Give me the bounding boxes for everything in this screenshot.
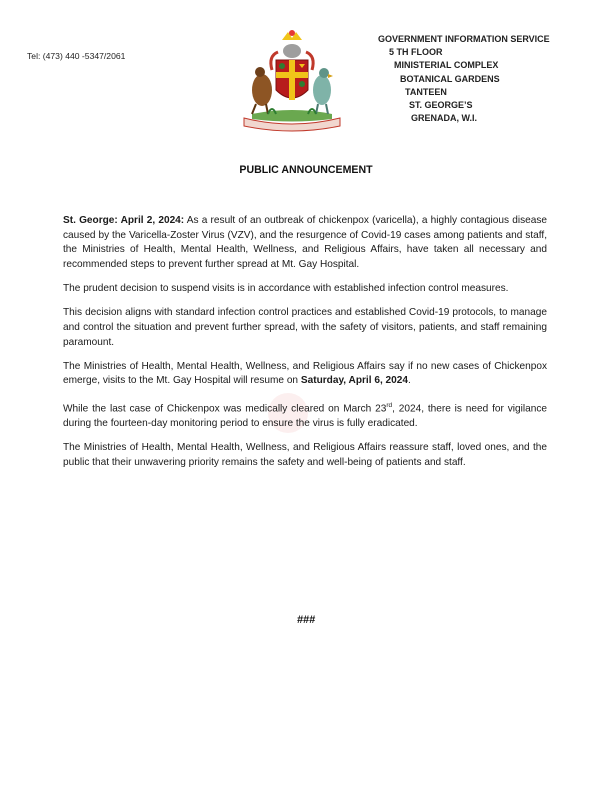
- address-line: MINISTERIAL COMPLEX: [394, 60, 499, 71]
- address-line: BOTANICAL GARDENS: [400, 73, 500, 84]
- announcement-body: [63, 214, 547, 480]
- address-line: GRENADA, W.I.: [411, 113, 478, 124]
- office-address-block: [360, 33, 580, 125]
- address-line: ST. GEORGE’S: [409, 100, 473, 111]
- paragraph-6: The Ministries of Health, Mental Health, Wellness, and Religious Affairs reassure staff, loved ones, and the public that their unwavering priority remains the safety and well-being of patients and staff.: [63, 441, 547, 468]
- dateline: St. George: April 2, 2024:: [63, 215, 185, 226]
- paragraph-3: This decision aligns with standard infection control practices and established Covid-19 protocols, to manage and control the situation and prevent further spread, with the safety of visitors, patients, and staff remaining paramount.: [63, 307, 547, 348]
- telephone-number: Tel: (473) 440 -5347/2061: [27, 51, 126, 61]
- paragraph-4: The Ministries of Health, Mental Health, Wellness, and Religious Affairs say if no new cases of Chickenpox emerge, visits to the Mt. Gay Hospital will resume on Saturday, April 6, 2024.: [63, 360, 547, 387]
- resume-date: Saturday, April 6, 2024: [300, 375, 409, 387]
- grenada-coat-of-arms-icon: [238, 26, 346, 134]
- address-line: 5 TH FLOOR: [389, 47, 443, 58]
- document-title: PUBLIC ANNOUNCEMENT: [239, 164, 373, 176]
- address-line: GOVERNMENT INFORMATION SERVICE: [378, 34, 550, 44]
- end-of-release-mark: ###: [296, 614, 316, 626]
- paragraph-2: The prudent decision to suspend visits is in accordance with established infection control measures.: [63, 283, 509, 295]
- paragraph-5: While the last case of Chickenpox was medically cleared on March 23rd, 2024, there is need for vigilance during the fourteen-day monitoring period to ensure the virus is fully eradicated.: [63, 401, 547, 429]
- address-line: TANTEEN: [405, 86, 447, 97]
- paragraph-1: St. George: April 2, 2024: As a result of an outbreak of chickenpox (varicella), a highly contagious disease caused by the Varicella-Zoster Virus (VZV), and the resurgence of Covid-19 cases among patients and staff, the Ministries of Health, Mental Health, Wellness, and Religious Affairs, have taken all necessary and recommended steps to prevent further spread at Mt. Gay Hospital.: [63, 215, 548, 270]
